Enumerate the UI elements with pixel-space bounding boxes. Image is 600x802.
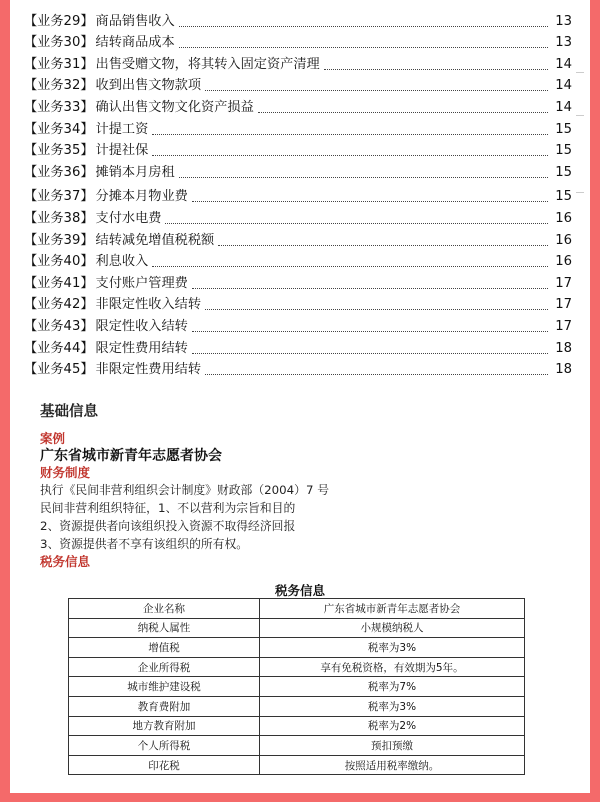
toc-entry-label: 【业务41】 [24, 275, 94, 291]
toc-entry-page: 13 [555, 35, 572, 51]
toc-leader-dots [205, 309, 548, 310]
toc-leader-dots [179, 177, 548, 178]
tax-item-value: 税率为2% [260, 716, 525, 736]
tax-table-title: 税务信息 [274, 583, 325, 598]
toc-entry-title: 结转商品成本 [95, 35, 175, 51]
toc-entry-title: 非限定性收入结转 [95, 297, 202, 313]
toc-entry-page: 14 [555, 78, 572, 94]
toc-entry-title: 限定性费用结转 [95, 340, 188, 356]
toc-entry-title: 计提工资 [95, 121, 149, 137]
tax-item-name: 企业名称 [69, 599, 260, 619]
toc-leader-dots [324, 69, 548, 70]
toc-entry-page: 16 [555, 254, 572, 270]
toc-entry-text [24, 100, 254, 116]
toc-entry-text [24, 254, 148, 270]
toc-entry-label: 【业务39】 [24, 232, 94, 248]
toc-entry-text [24, 78, 201, 94]
toc-leader-dots [192, 201, 548, 202]
toc-entry-title: 非限定性费用结转 [95, 362, 202, 378]
table-row [69, 736, 525, 756]
toc-entry-label: 【业务36】 [24, 164, 94, 180]
tax-item-name: 纳税人属性 [69, 618, 260, 638]
table-row [69, 677, 525, 697]
toc-entry-title: 分摊本月物业费 [95, 189, 188, 205]
toc-leader-dots [152, 134, 548, 135]
toc-entry-label: 【业务30】 [24, 35, 94, 51]
toc-entry-label: 【业务33】 [24, 99, 94, 115]
tax-item-value: 享有免税资格，有效期为5年。 [260, 657, 525, 677]
toc-entry[interactable] [24, 30, 572, 52]
section-heading-basic-info: 基础信息 [40, 404, 98, 420]
toc-entry-title: 限定性收入结转 [95, 318, 188, 334]
toc-leader-dots [205, 90, 548, 91]
toc-entry[interactable] [24, 357, 572, 379]
tax-item-name: 个人所得税 [69, 736, 260, 756]
toc-entry-text [24, 14, 175, 30]
toc-entry-label: 【业务45】 [24, 362, 94, 378]
table-row [69, 716, 525, 736]
financial-system-label: 财务制度 [40, 465, 91, 480]
toc-leader-dots [258, 112, 548, 113]
toc-entry-label: 【业务44】 [24, 340, 94, 356]
toc-entry-title: 利息收入 [95, 254, 149, 270]
toc-entry-text [24, 143, 148, 159]
toc-entry-title: 摊销本月房租 [95, 164, 175, 180]
edge-mark [576, 72, 584, 73]
toc-entry-text [24, 57, 320, 73]
toc-leader-dots [192, 353, 548, 354]
toc-leader-dots [192, 331, 548, 332]
toc-entry-page: 16 [555, 210, 572, 226]
toc-entry-text [24, 211, 161, 227]
system-line-3: 2、资源提供者向该组织投入资源不取得经济回报 [40, 519, 296, 533]
toc-entry[interactable] [24, 184, 572, 206]
toc-entry-label: 【业务35】 [24, 143, 94, 159]
toc-entry-page: 15 [555, 164, 572, 180]
toc-entry-title: 支付水电费 [95, 210, 162, 226]
toc-entry[interactable] [24, 249, 572, 271]
toc-entry[interactable] [24, 205, 572, 227]
toc-entry[interactable] [24, 73, 572, 95]
system-line-1: 执行《民间非营利组织会计制度》财政部（2004）7 号 [40, 483, 330, 497]
toc-entry-title: 商品销售收入 [95, 13, 175, 29]
tax-info-table [68, 598, 525, 775]
toc-entry-page: 15 [555, 121, 572, 137]
toc-entry-title: 收到出售文物款项 [95, 78, 202, 94]
toc-entry-page: 15 [555, 189, 572, 205]
toc-entry-text [24, 35, 175, 51]
table-row [69, 755, 525, 775]
toc-entry[interactable] [24, 159, 572, 181]
toc-entry[interactable] [24, 116, 572, 138]
toc-entry-text [24, 189, 188, 205]
toc-entry-text [24, 341, 188, 357]
toc-entry-text [24, 233, 214, 249]
toc-entry-text [24, 362, 201, 378]
toc-leader-dots [179, 47, 548, 48]
toc-entry[interactable] [24, 335, 572, 357]
edge-mark [576, 192, 584, 193]
toc-entry-page: 17 [555, 318, 572, 334]
toc-entry-text [24, 122, 148, 138]
tax-item-name: 教育费附加 [69, 696, 260, 716]
toc-entry-page: 18 [555, 340, 572, 356]
toc-leader-dots [218, 245, 548, 246]
tax-item-name: 企业所得税 [69, 657, 260, 677]
toc-entry-page: 14 [555, 99, 572, 115]
case-label: 案例 [40, 431, 66, 446]
toc-entry[interactable] [24, 51, 572, 73]
toc-leader-dots [152, 266, 548, 267]
toc-entry[interactable] [24, 270, 572, 292]
toc-entry[interactable] [24, 94, 572, 116]
toc-entry-page: 18 [555, 362, 572, 378]
tax-item-name: 地方教育附加 [69, 716, 260, 736]
toc-entry-label: 【业务40】 [24, 254, 94, 270]
toc-entry-page: 13 [555, 13, 572, 29]
tax-item-value: 预扣预缴 [260, 736, 525, 756]
toc-leader-dots [192, 288, 548, 289]
toc-entry-label: 【业务29】 [24, 13, 94, 29]
tax-item-name: 增值税 [69, 638, 260, 658]
system-line-2: 民间非营利组织特征，1、不以营利为宗旨和目的 [40, 501, 296, 515]
table-of-contents [24, 8, 572, 378]
toc-entry-title: 计提社保 [95, 143, 149, 159]
toc-entry-page: 16 [555, 232, 572, 248]
table-row [69, 638, 525, 658]
toc-leader-dots [205, 374, 548, 375]
toc-entry-title: 确认出售文物文化资产损益 [95, 99, 254, 115]
toc-entry-label: 【业务38】 [24, 210, 94, 226]
edge-mark [576, 115, 584, 116]
toc-entry-page: 17 [555, 275, 572, 291]
toc-entry-label: 【业务37】 [24, 189, 94, 205]
tax-item-value: 按照适用税率缴纳。 [260, 755, 525, 775]
toc-entry[interactable] [24, 313, 572, 335]
table-row [69, 618, 525, 638]
toc-entry-title: 支付账户管理费 [95, 275, 188, 291]
table-row [69, 657, 525, 677]
tax-item-value: 税率为7% [260, 677, 525, 697]
toc-entry-label: 【业务43】 [24, 318, 94, 334]
toc-entry-label: 【业务34】 [24, 121, 94, 137]
tax-info-label: 税务信息 [40, 554, 91, 569]
toc-entry-text [24, 165, 175, 181]
tax-item-name: 印花税 [69, 755, 260, 775]
tax-item-value: 税率为3% [260, 696, 525, 716]
toc-entry-page: 14 [555, 56, 572, 72]
table-row [69, 696, 525, 716]
toc-entry[interactable] [24, 227, 572, 249]
document-page [10, 0, 590, 793]
toc-entry-text [24, 319, 188, 335]
toc-entry-page: 15 [555, 143, 572, 159]
toc-entry-label: 【业务32】 [24, 78, 94, 94]
tax-item-name: 城市维护建设税 [69, 677, 260, 697]
toc-entry-text [24, 297, 201, 313]
toc-entry[interactable] [24, 292, 572, 314]
toc-entry-label: 【业务31】 [24, 56, 94, 72]
toc-entry-title: 结转减免增值税税额 [95, 232, 215, 248]
tax-item-value: 税率为3% [260, 638, 525, 658]
toc-entry-text [24, 276, 188, 292]
toc-entry-page: 17 [555, 297, 572, 313]
toc-leader-dots [179, 26, 548, 27]
toc-entry[interactable] [24, 138, 572, 160]
organization-name: 广东省城市新青年志愿者协会 [40, 448, 222, 464]
system-line-4: 3、资源提供者不享有该组织的所有权。 [40, 537, 249, 551]
tax-item-value: 小规模纳税人 [260, 618, 525, 638]
toc-entry-label: 【业务42】 [24, 297, 94, 313]
toc-entry[interactable] [24, 8, 572, 30]
table-row [69, 599, 525, 619]
toc-leader-dots [152, 155, 548, 156]
toc-leader-dots [165, 223, 548, 224]
tax-item-value: 广东省城市新青年志愿者协会 [260, 599, 525, 619]
toc-entry-title: 出售受赠文物，将其转入固定资产清理 [95, 56, 320, 72]
